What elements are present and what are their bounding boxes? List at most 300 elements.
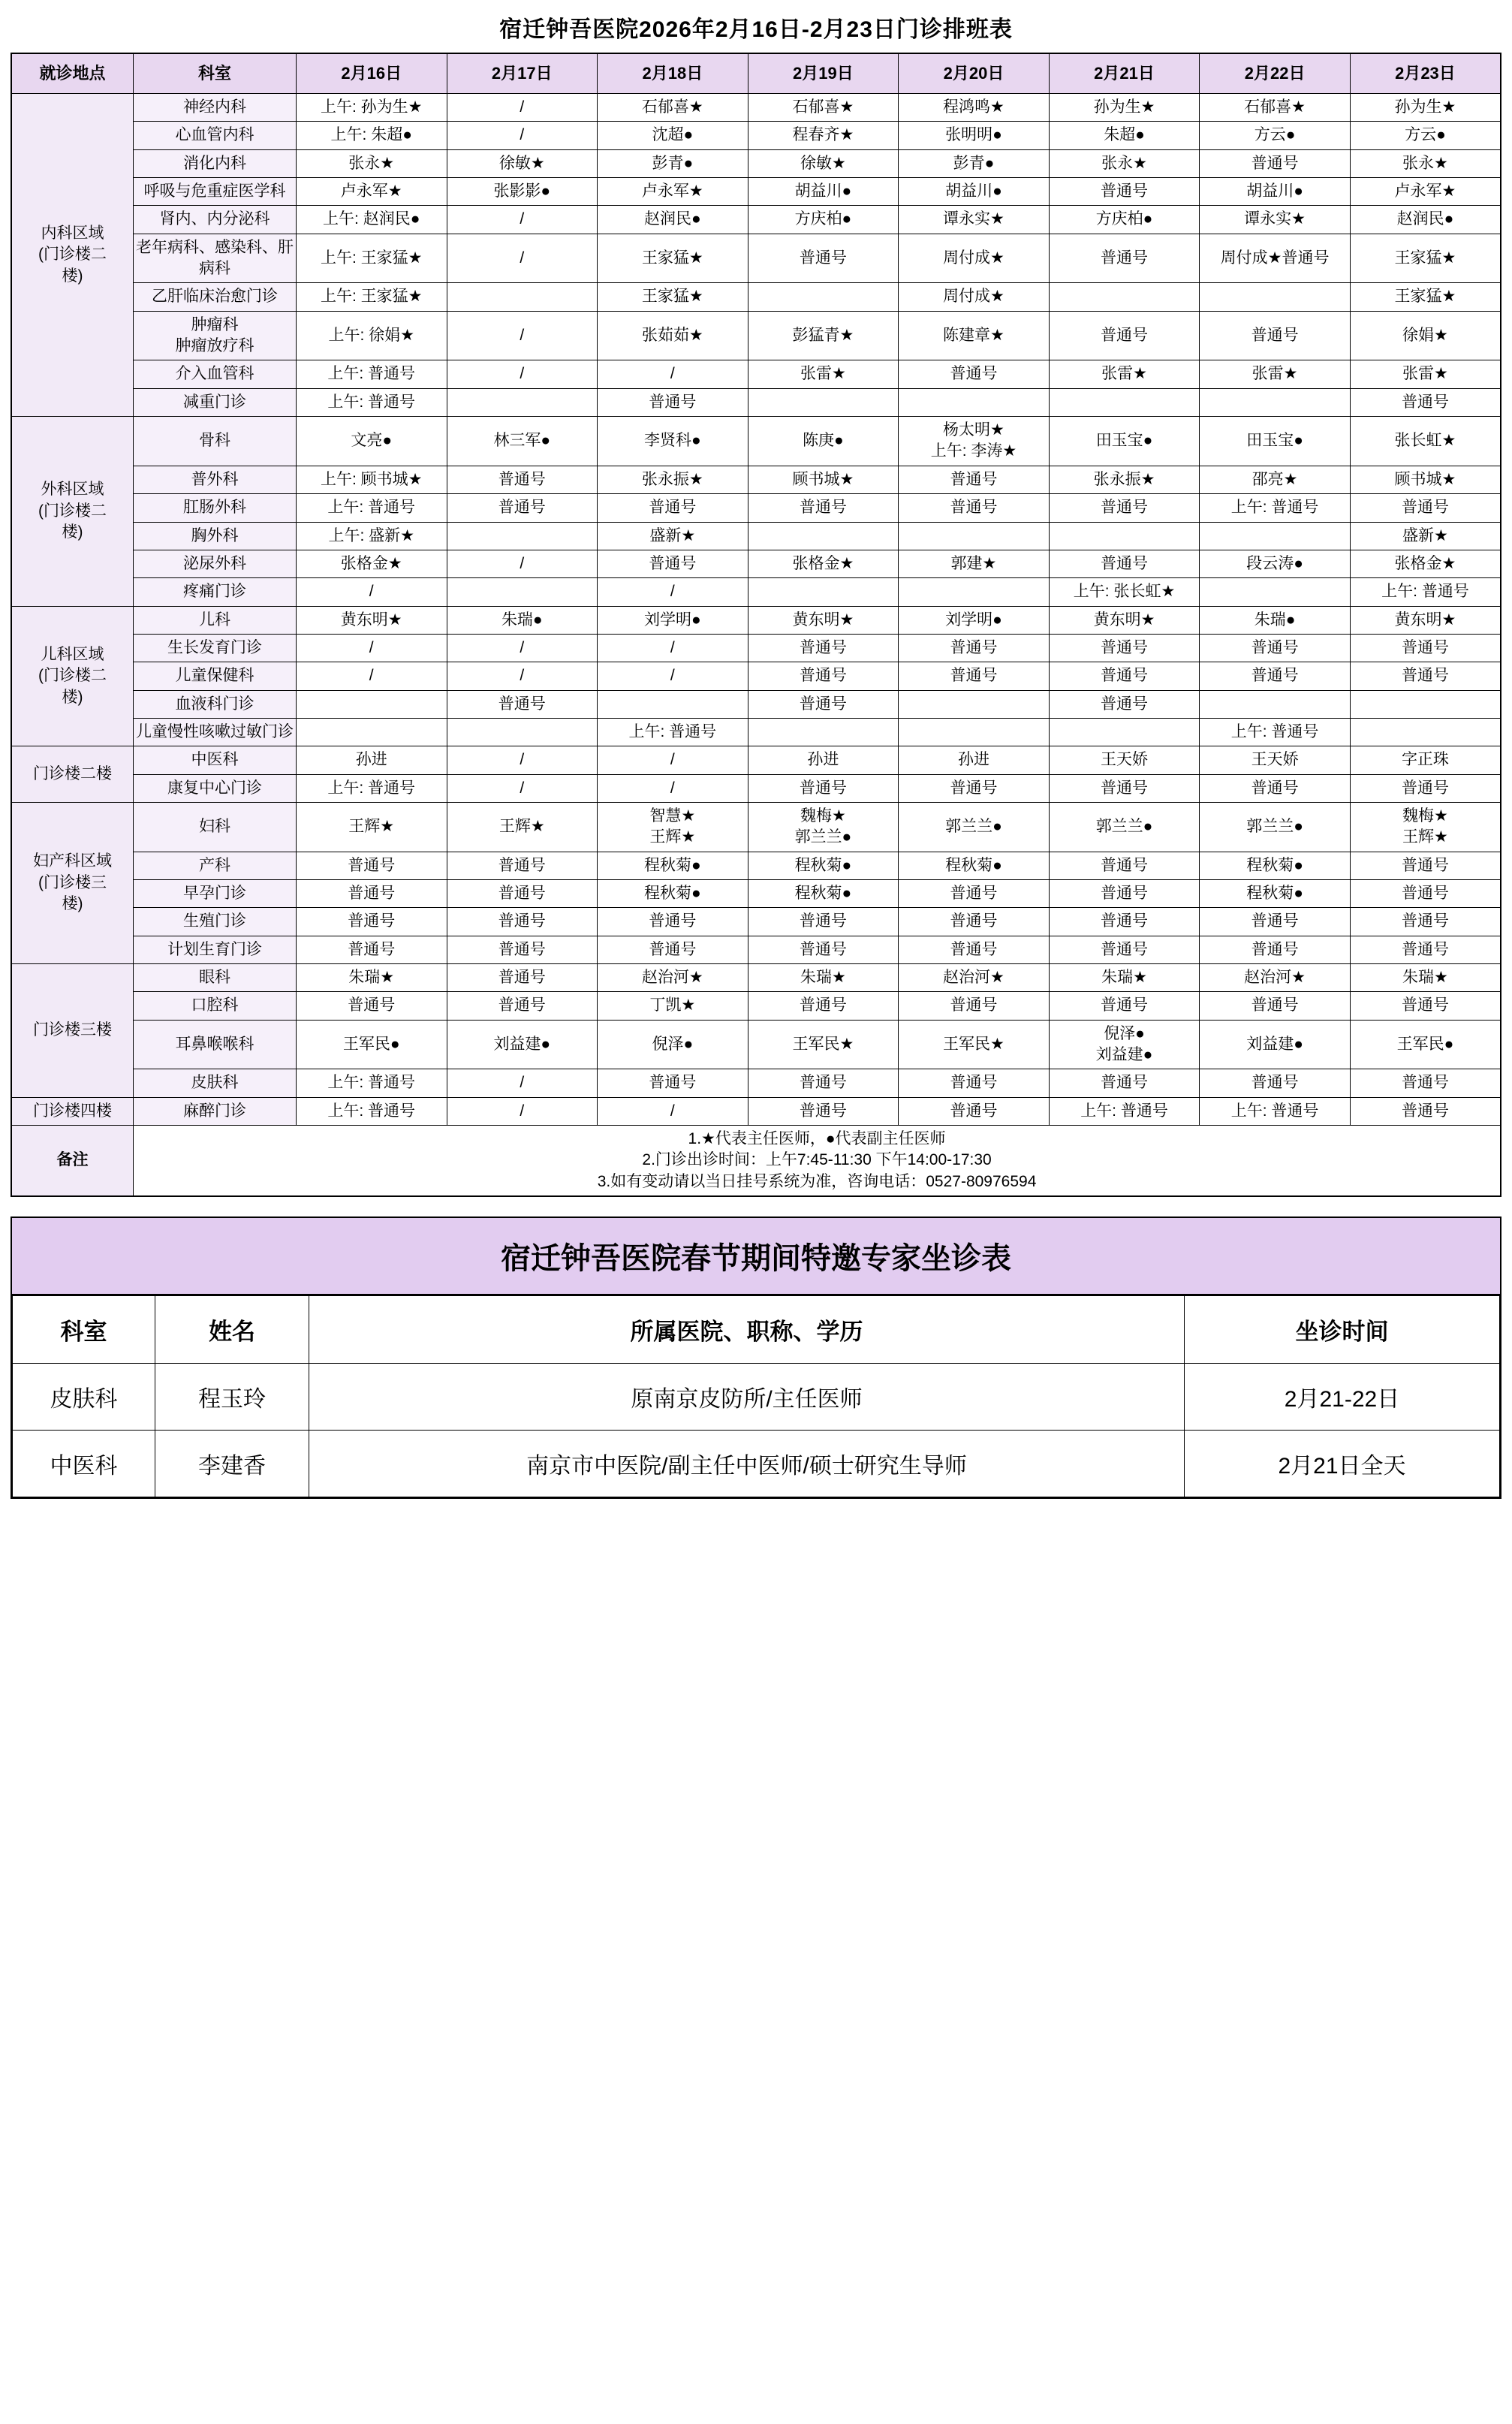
schedule-cell: 盛新★ (598, 522, 748, 550)
schedule-cell: 普通号 (1200, 992, 1351, 1020)
schedule-cell: 徐敏★ (748, 149, 899, 177)
schedule-cell: 赵润民● (1350, 206, 1501, 234)
expert-header-name: 姓名 (155, 1296, 309, 1364)
schedule-cell: 普通号 (899, 936, 1050, 963)
schedule-cell: 上午: 普通号 (1200, 1097, 1351, 1125)
department-cell: 血液科门诊 (134, 690, 297, 718)
table-row (11, 634, 1501, 662)
schedule-cell: 徐娟★ (1350, 311, 1501, 360)
schedule-cell: 普通号 (296, 992, 447, 1020)
schedule-cell: 周付成★普通号 (1200, 234, 1351, 283)
schedule-cell (748, 578, 899, 606)
schedule-cell: 张影影● (447, 178, 598, 206)
schedule-cell: 赵治河★ (1200, 964, 1351, 992)
header-date-8: 2月23日 (1350, 53, 1501, 94)
schedule-cell: 张雷★ (1049, 360, 1200, 388)
schedule-cell: / (598, 634, 748, 662)
schedule-cell: 普通号 (447, 494, 598, 522)
schedule-cell: 盛新★ (1350, 522, 1501, 550)
schedule-cell: 张永★ (1350, 149, 1501, 177)
schedule-cell (1200, 578, 1351, 606)
area-cell: 儿科区域 (门诊楼二 楼) (11, 606, 134, 746)
schedule-cell: 刘学明● (899, 606, 1050, 634)
schedule-cell: 石郁喜★ (1200, 94, 1351, 122)
expert-header-row (13, 1296, 1500, 1364)
schedule-cell (1049, 388, 1200, 416)
schedule-cell: / (598, 578, 748, 606)
expert-header-dept: 科室 (13, 1296, 155, 1364)
schedule-title: 宿迁钟吾医院2026年2月16日-2月23日门诊排班表 (499, 17, 1013, 42)
table-row (11, 936, 1501, 963)
schedule-cell: 程秋菊● (598, 852, 748, 879)
schedule-cell: 王军民● (296, 1020, 447, 1069)
schedule-cell (899, 690, 1050, 718)
schedule-cell: 普通号 (1049, 879, 1200, 907)
expert-row (13, 1364, 1500, 1431)
schedule-cell: / (598, 774, 748, 802)
schedule-cell: 普通号 (598, 494, 748, 522)
expert-section (11, 1217, 1501, 1499)
schedule-cell (296, 718, 447, 746)
schedule-cell: 赵治河★ (899, 964, 1050, 992)
table-row (11, 992, 1501, 1020)
schedule-cell: 普通号 (1049, 494, 1200, 522)
schedule-cell: 普通号 (748, 634, 899, 662)
schedule-cell: 文亮● (296, 417, 447, 466)
schedule-cell: 彭青● (598, 149, 748, 177)
schedule-cell: 王天娇 (1200, 746, 1351, 774)
schedule-cell: 程秋菊● (1200, 879, 1351, 907)
schedule-cell: 普通号 (1200, 774, 1351, 802)
table-row (11, 206, 1501, 234)
schedule-cell: / (296, 578, 447, 606)
schedule-cell: 普通号 (1049, 178, 1200, 206)
expert-header-info: 所属医院、职称、学历 (309, 1296, 1185, 1364)
schedule-cell: / (447, 234, 598, 283)
expert-info-cell: 原南京皮防所/主任医师 (309, 1364, 1185, 1431)
schedule-cell: 程鸿鸣★ (899, 94, 1050, 122)
schedule-cell: 杨太明★ 上午: 李涛★ (899, 417, 1050, 466)
schedule-cell: 普通号 (1350, 1069, 1501, 1097)
schedule-cell: 王辉★ (447, 802, 598, 852)
schedule-cell: 上午: 朱超● (296, 122, 447, 149)
schedule-cell: 上午: 孙为生★ (296, 94, 447, 122)
schedule-cell (1200, 522, 1351, 550)
table-row (11, 964, 1501, 992)
schedule-cell: 张长虹★ (1350, 417, 1501, 466)
schedule-cell: 黄东明★ (1350, 606, 1501, 634)
schedule-cell: 普通号 (1200, 634, 1351, 662)
schedule-cell: 字正珠 (1350, 746, 1501, 774)
department-cell: 麻醉门诊 (134, 1097, 297, 1125)
schedule-cell: 普通号 (1049, 690, 1200, 718)
schedule-cell (1200, 690, 1351, 718)
schedule-cell: 普通号 (899, 466, 1050, 493)
table-row (11, 852, 1501, 879)
schedule-cell: 普通号 (296, 936, 447, 963)
schedule-cell: 上午: 赵润民● (296, 206, 447, 234)
schedule-cell: 陈庚● (748, 417, 899, 466)
schedule-cell: 普通号 (296, 852, 447, 879)
expert-table (12, 1295, 1500, 1497)
department-cell: 口腔科 (134, 992, 297, 1020)
schedule-cell: 段云涛● (1200, 550, 1351, 577)
schedule-cell (748, 283, 899, 311)
schedule-cell: 普通号 (1200, 1069, 1351, 1097)
schedule-cell: 刘益建● (447, 1020, 598, 1069)
schedule-cell: 普通号 (1200, 936, 1351, 963)
department-cell: 计划生育门诊 (134, 936, 297, 963)
header-department: 科室 (134, 53, 297, 94)
table-row (11, 606, 1501, 634)
schedule-cell: 程秋菊● (899, 852, 1050, 879)
area-cell: 门诊楼二楼 (11, 746, 134, 803)
schedule-cell: 朱超● (1049, 122, 1200, 149)
schedule-cell: 王军民● (1350, 1020, 1501, 1069)
schedule-cell: / (598, 360, 748, 388)
schedule-cell: 谭永实★ (899, 206, 1050, 234)
schedule-cell: 郭兰兰● (1049, 802, 1200, 852)
department-cell: 产科 (134, 852, 297, 879)
schedule-cell: 丁凯★ (598, 992, 748, 1020)
schedule-cell: 普通号 (1350, 494, 1501, 522)
schedule-cell: 普通号 (748, 662, 899, 690)
schedule-cell: 普通号 (748, 936, 899, 963)
schedule-cell: 普通号 (1350, 879, 1501, 907)
header-date-6: 2月21日 (1049, 53, 1200, 94)
department-cell: 胸外科 (134, 522, 297, 550)
schedule-cell: / (598, 662, 748, 690)
schedule-cell: 朱瑞★ (1350, 964, 1501, 992)
expert-title: 宿迁钟吾医院春节期间特邀专家坐诊表 (12, 1218, 1500, 1295)
schedule-cell (1049, 718, 1200, 746)
schedule-cell: 普通号 (1350, 992, 1501, 1020)
schedule-cell: / (296, 634, 447, 662)
schedule-cell: 李贤科● (598, 417, 748, 466)
department-cell: 疼痛门诊 (134, 578, 297, 606)
schedule-cell (1049, 522, 1200, 550)
schedule-cell: 王家猛★ (598, 234, 748, 283)
schedule-cell: 普通号 (1049, 1069, 1200, 1097)
schedule-cell: 孙进 (899, 746, 1050, 774)
schedule-cell (447, 388, 598, 416)
schedule-cell: 黄东明★ (748, 606, 899, 634)
department-cell: 儿童保健科 (134, 662, 297, 690)
schedule-cell (748, 388, 899, 416)
table-row (11, 908, 1501, 936)
area-cell: 外科区域 (门诊楼二 楼) (11, 417, 134, 606)
schedule-cell: 普通号 (296, 879, 447, 907)
department-cell: 中医科 (134, 746, 297, 774)
schedule-cell: / (598, 1097, 748, 1125)
schedule-cell: / (447, 360, 598, 388)
schedule-cell (447, 718, 598, 746)
schedule-cell (899, 718, 1050, 746)
header-date-3: 2月18日 (598, 53, 748, 94)
table-row (11, 578, 1501, 606)
department-cell: 眼科 (134, 964, 297, 992)
schedule-cell: 普通号 (447, 690, 598, 718)
note-line-1: 1.★代表主任医师，●代表副主任医师 (688, 1130, 946, 1148)
schedule-cell: 胡益川● (748, 178, 899, 206)
schedule-cell: 普通号 (1049, 634, 1200, 662)
department-cell: 肛肠外科 (134, 494, 297, 522)
schedule-cell: 彭青● (899, 149, 1050, 177)
table-row (11, 122, 1501, 149)
schedule-cell: 倪泽● 刘益建● (1049, 1020, 1200, 1069)
note-line-2: 2.门诊出诊时间：上午7:45-11:30 下午14:00-17:30 (642, 1151, 992, 1169)
schedule-cell: 上午: 张长虹★ (1049, 578, 1200, 606)
schedule-cell: 上午: 普通号 (598, 718, 748, 746)
expert-dept-cell: 皮肤科 (13, 1364, 155, 1431)
schedule-cell: / (598, 746, 748, 774)
department-cell: 泌尿外科 (134, 550, 297, 577)
schedule-cell: 郭建★ (899, 550, 1050, 577)
schedule-table (11, 53, 1501, 1197)
table-row (11, 360, 1501, 388)
table-row (11, 774, 1501, 802)
area-cell: 门诊楼三楼 (11, 964, 134, 1098)
schedule-cell (296, 690, 447, 718)
schedule-cell (1350, 690, 1501, 718)
expert-info-cell: 南京市中医院/副主任中医师/硕士研究生导师 (309, 1431, 1185, 1497)
schedule-cell: 王军民★ (748, 1020, 899, 1069)
department-cell: 普外科 (134, 466, 297, 493)
header-date-5: 2月20日 (899, 53, 1050, 94)
schedule-cell: 上午: 普通号 (1200, 494, 1351, 522)
schedule-cell: 普通号 (899, 634, 1050, 662)
area-cell: 门诊楼四楼 (11, 1097, 134, 1125)
schedule-cell: 普通号 (899, 662, 1050, 690)
schedule-cell: 周付成★ (899, 234, 1050, 283)
schedule-cell: 张雷★ (1350, 360, 1501, 388)
table-row (11, 94, 1501, 122)
table-row (11, 879, 1501, 907)
schedule-cell: 上午: 徐娟★ (296, 311, 447, 360)
schedule-cell: 张永振★ (598, 466, 748, 493)
department-cell: 耳鼻喉喉科 (134, 1020, 297, 1069)
schedule-cell: 孙进 (748, 746, 899, 774)
table-row (11, 1020, 1501, 1069)
schedule-cell: 上午: 普通号 (1200, 718, 1351, 746)
schedule-cell: 普通号 (748, 774, 899, 802)
schedule-cell: 程春齐★ (748, 122, 899, 149)
schedule-cell: 普通号 (1049, 234, 1200, 283)
table-row (11, 417, 1501, 466)
schedule-cell: 倪泽● (598, 1020, 748, 1069)
department-cell: 减重门诊 (134, 388, 297, 416)
table-row (11, 388, 1501, 416)
expert-time-cell: 2月21-22日 (1185, 1364, 1500, 1431)
schedule-cell: 方云● (1200, 122, 1351, 149)
department-cell: 心血管内科 (134, 122, 297, 149)
schedule-cell: 朱瑞★ (1049, 964, 1200, 992)
schedule-cell: 上午: 盛新★ (296, 522, 447, 550)
schedule-cell: / (447, 550, 598, 577)
schedule-cell: 普通号 (296, 908, 447, 936)
schedule-cell: 普通号 (748, 690, 899, 718)
expert-name-cell: 程玉玲 (155, 1364, 309, 1431)
expert-name-cell: 李建香 (155, 1431, 309, 1497)
department-cell: 乙肝临床治愈门诊 (134, 283, 297, 311)
schedule-cell: 黄东明★ (296, 606, 447, 634)
expert-row (13, 1431, 1500, 1497)
note-label: 备注 (11, 1126, 134, 1197)
schedule-cell: / (447, 662, 598, 690)
schedule-cell: 徐敏★ (447, 149, 598, 177)
schedule-cell: 卢永军★ (296, 178, 447, 206)
area-cell: 妇产科区域 (门诊楼三 楼) (11, 802, 134, 963)
schedule-cell: 普通号 (447, 936, 598, 963)
schedule-cell: 上午: 普通号 (296, 1069, 447, 1097)
schedule-cell: 普通号 (899, 992, 1050, 1020)
schedule-cell: 普通号 (1049, 311, 1200, 360)
schedule-cell: 张格金★ (748, 550, 899, 577)
schedule-cell (598, 690, 748, 718)
schedule-cell: 普通号 (1350, 662, 1501, 690)
department-cell: 早孕门诊 (134, 879, 297, 907)
schedule-cell: 田玉宝● (1200, 417, 1351, 466)
schedule-cell: 魏梅★ 王辉★ (1350, 802, 1501, 852)
schedule-cell: 郭兰兰● (899, 802, 1050, 852)
schedule-cell: 胡益川● (1200, 178, 1351, 206)
table-row (11, 522, 1501, 550)
schedule-cell: 普通号 (748, 1069, 899, 1097)
schedule-cell (447, 522, 598, 550)
schedule-cell (748, 522, 899, 550)
header-date-7: 2月22日 (1200, 53, 1351, 94)
schedule-cell: 刘益建● (1200, 1020, 1351, 1069)
schedule-cell: 普通号 (899, 1097, 1050, 1125)
table-row (11, 662, 1501, 690)
schedule-cell: 张格金★ (1350, 550, 1501, 577)
table-row (11, 1069, 1501, 1097)
schedule-cell: 普通号 (447, 879, 598, 907)
schedule-cell: 普通号 (1049, 550, 1200, 577)
department-cell: 肾内、内分泌科 (134, 206, 297, 234)
schedule-cell: 张永★ (296, 149, 447, 177)
schedule-cell: 谭永实★ (1200, 206, 1351, 234)
header-date-2: 2月17日 (447, 53, 598, 94)
schedule-cell: 周付成★ (899, 283, 1050, 311)
table-row (11, 1097, 1501, 1125)
schedule-cell: 张格金★ (296, 550, 447, 577)
department-cell: 消化内科 (134, 149, 297, 177)
schedule-cell: 普通号 (748, 1097, 899, 1125)
schedule-cell: 上午: 普通号 (296, 360, 447, 388)
schedule-cell: 普通号 (748, 234, 899, 283)
schedule-cell: / (447, 746, 598, 774)
department-cell: 骨科 (134, 417, 297, 466)
schedule-cell: 普通号 (748, 908, 899, 936)
schedule-cell: 普通号 (1350, 634, 1501, 662)
schedule-cell: / (447, 1097, 598, 1125)
schedule-cell: 方庆柏● (1049, 206, 1200, 234)
schedule-cell: 普通号 (1049, 774, 1200, 802)
schedule-cell: 刘学明● (598, 606, 748, 634)
schedule-cell: 张雷★ (1200, 360, 1351, 388)
schedule-cell: 普通号 (1350, 852, 1501, 879)
schedule-cell (1350, 718, 1501, 746)
schedule-cell (899, 578, 1050, 606)
schedule-cell: 石郁喜★ (748, 94, 899, 122)
schedule-cell: 陈建章★ (899, 311, 1050, 360)
schedule-cell: 普通号 (899, 360, 1050, 388)
table-row (11, 234, 1501, 283)
schedule-cell: 普通号 (748, 992, 899, 1020)
schedule-cell: 普通号 (447, 908, 598, 936)
schedule-cell: / (447, 206, 598, 234)
schedule-cell: / (447, 774, 598, 802)
header-location: 就诊地点 (11, 53, 134, 94)
table-row (11, 494, 1501, 522)
schedule-cell: 王家猛★ (1350, 283, 1501, 311)
schedule-cell: 普通号 (598, 1069, 748, 1097)
department-cell: 介入血管科 (134, 360, 297, 388)
schedule-cell: 上午: 普通号 (296, 494, 447, 522)
schedule-cell: 张永★ (1049, 149, 1200, 177)
schedule-cell: 程秋菊● (748, 852, 899, 879)
schedule-cell: 普通号 (598, 388, 748, 416)
schedule-cell: 普通号 (1350, 388, 1501, 416)
schedule-cell: 王家猛★ (598, 283, 748, 311)
schedule-cell (447, 283, 598, 311)
schedule-cell: 普通号 (899, 774, 1050, 802)
schedule-cell: 卢永军★ (598, 178, 748, 206)
note-row (11, 1126, 1501, 1197)
schedule-cell: 普通号 (1350, 936, 1501, 963)
schedule-cell: 顾书城★ (748, 466, 899, 493)
schedule-cell: 顾书城★ (1350, 466, 1501, 493)
schedule-cell: 上午: 普通号 (296, 388, 447, 416)
schedule-cell: 上午: 普通号 (296, 1097, 447, 1125)
schedule-cell: 张明明● (899, 122, 1050, 149)
schedule-cell: 普通号 (1049, 662, 1200, 690)
schedule-cell: 普通号 (1200, 149, 1351, 177)
schedule-cell: / (447, 311, 598, 360)
schedule-cell (1200, 388, 1351, 416)
schedule-cell: 张雷★ (748, 360, 899, 388)
schedule-cell: 上午: 王家猛★ (296, 283, 447, 311)
schedule-cell: 普通号 (899, 494, 1050, 522)
schedule-cell: 普通号 (598, 908, 748, 936)
schedule-cell: 普通号 (598, 936, 748, 963)
schedule-cell: 王辉★ (296, 802, 447, 852)
schedule-cell: 胡益川● (899, 178, 1050, 206)
expert-header-time: 坐诊时间 (1185, 1296, 1500, 1364)
schedule-cell: / (447, 1069, 598, 1097)
schedule-cell: / (296, 662, 447, 690)
schedule-cell: 普通号 (1350, 774, 1501, 802)
table-row (11, 149, 1501, 177)
schedule-cell: 卢永军★ (1350, 178, 1501, 206)
schedule-cell (899, 522, 1050, 550)
schedule-cell: 普通号 (447, 852, 598, 879)
schedule-cell: 普通号 (447, 466, 598, 493)
schedule-cell (1049, 283, 1200, 311)
header-date-4: 2月19日 (748, 53, 899, 94)
table-row (11, 283, 1501, 311)
schedule-cell: 王军民★ (899, 1020, 1050, 1069)
note-line-3: 3.如有变动请以当日挂号系统为准，咨询电话：0527-80976594 (597, 1172, 1037, 1190)
department-cell: 呼吸与危重症医学科 (134, 178, 297, 206)
schedule-cell: 张茹茹★ (598, 311, 748, 360)
schedule-cell: 邵亮★ (1200, 466, 1351, 493)
schedule-cell: 朱瑞● (1200, 606, 1351, 634)
schedule-cell: 田玉宝● (1049, 417, 1200, 466)
schedule-cell: 上午: 普通号 (1049, 1097, 1200, 1125)
schedule-cell: 程秋菊● (748, 879, 899, 907)
